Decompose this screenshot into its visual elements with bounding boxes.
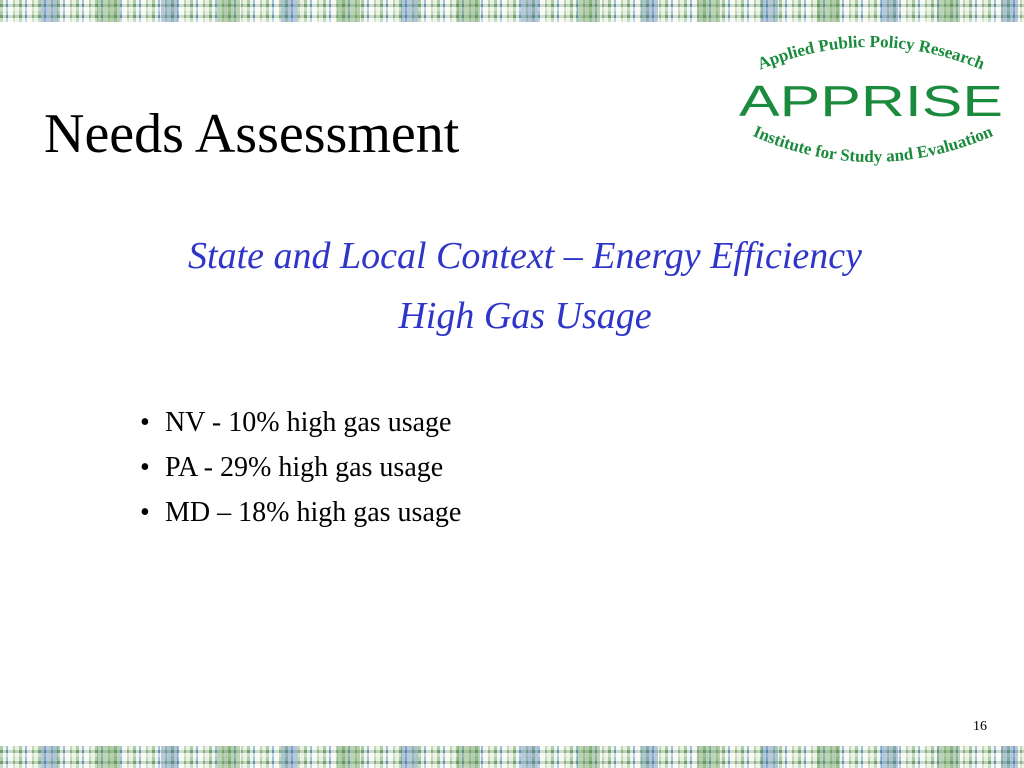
- bullet-text: PA - 29% high gas usage: [165, 452, 444, 483]
- apprise-logo: [728, 26, 1014, 186]
- slide-title: Needs Assessment: [44, 103, 460, 165]
- decorative-border-top: [0, 0, 1024, 22]
- subtitle-line-2: High Gas Usage: [398, 295, 652, 337]
- bullet-item: [140, 490, 461, 535]
- logo-bottom-arc-text: Institute for Study and Evaluation: [750, 121, 996, 167]
- subtitle-line-1: State and Local Context – Energy Efficiency: [188, 235, 862, 277]
- page-number: 16: [973, 719, 987, 734]
- bullet-dot-icon: •: [140, 452, 150, 483]
- logo-top-arc-text: Applied Public Policy Research: [754, 31, 988, 74]
- bullet-dot-icon: •: [140, 497, 150, 528]
- bullet-item: [140, 445, 461, 490]
- decorative-border-bottom: [0, 746, 1024, 768]
- bullet-dot-icon: •: [140, 407, 150, 438]
- slide-subtitle: [0, 226, 1024, 346]
- bullet-list: [140, 400, 461, 535]
- bullet-item: [140, 400, 461, 445]
- logo-name: APPRISE: [739, 77, 1003, 126]
- bullet-text: NV - 10% high gas usage: [165, 407, 452, 438]
- bullet-text: MD – 18% high gas usage: [165, 497, 462, 528]
